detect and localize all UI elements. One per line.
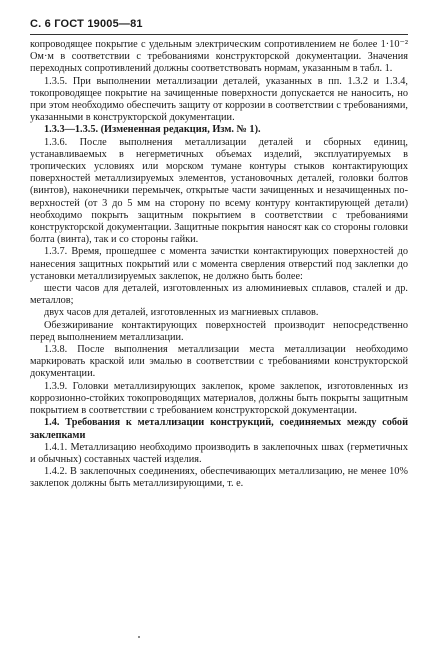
paragraph-continuation: копроводящее покрытие с удельным электрическим сопротивлением не более 1·10⁻² Ом·м в соответствии с требованиями конструкторской документации. Значения переходных сопротивлений должны соответствовать нормам, указанным в табл. 1. — [30, 39, 408, 75]
page-header: С. 6 ГОСТ 19005—81 — [30, 18, 143, 30]
amendment-note — [30, 124, 408, 136]
paragraph-degreasing: Обезжиривание контактирующих поверхностей производит непосредственно перед выполнением металлизации. — [30, 319, 408, 343]
section-heading-1-4 — [30, 417, 408, 441]
paragraph-1-3-9: 1.3.9. Головки металлизирующих заклепок, кроме заклепок, изготовленных из коррозионно-стойких токопроводящих материалов, должны быть покрыты защитным покрытием в соответствии с требованием конструкторской документации. — [30, 380, 408, 417]
paragraph-1-4-2: 1.4.2. В заклепочных соединениях, обеспечивающих металлизацию, не менее 10% заклепок должны быть металлизирующими, т. е. — [30, 466, 408, 490]
list-item-two-hours: двух часов для деталей, изготовленных из магниевых сплавов. — [44, 307, 319, 319]
document-page — [30, 18, 408, 491]
paragraph-1-3-8: 1.3.8. После выполнения металлизации места металлизации необходимо маркировать краской или эмалью в соответствии с требованиями конструкторской документации. — [30, 344, 408, 380]
paragraph-1-3-5: 1.3.5. При выполнении металлизации деталей, указанных в пп. 1.3.2 и 1.3.4, токопроводящее покрытие на зачищенные поверхности допускается не наносить, но при этом необходимо обеспечить защиту от коррозии в соответствии с требованиями, указанными в конструкторской документации. — [30, 75, 408, 124]
paragraph-1-3-6: 1.3.6. После выполнения металлизации деталей и сборных единиц, устанавливаемых в негерметичных объемах изделий, эксплуатируемых в тропических условиях или морском тумане контуры стыков контактирующих поверхностей металлизируемых элементов, установочных деталей, головки болтов (винтов), наконечники перемычек, открытые части зачищенных и незачищенных поверхностей (от 3 до 5 мм на сторону по всему контуру контактирующей детали) необходимо покрыть защитным покрытием в соответствии с требованиями конструкторской документации. Защитные покрытия наносят как со стороны головки болта (винта), так и со стороны гайки. — [30, 136, 408, 246]
list-item-six-hours: шести часов для деталей, изготовленных из алюминиевых сплавов, сталей и др. металлов; — [30, 283, 408, 307]
amendment-note-text: 1.3.3—1.3.5. (Измененная редакция, Изм. № 1). — [44, 124, 261, 136]
paragraph-1-3-7: 1.3.7. Время, прошедшее с момента зачистки контактирующих поверхностей до нанесения защитных покрытий или с момента сверления отверстий под заклепки до установки металлизируемых заклепок, не должно быть более: — [30, 246, 408, 282]
header-divider — [30, 34, 408, 35]
paragraph-1-4-1: 1.4.1. Металлизацию необходимо производить в заклепочных швах (герметичных и обычных) составных частей изделия. — [30, 441, 408, 465]
scan-speck — [138, 636, 140, 638]
section-heading-1-4-text: 1.4. Требования к металлизации конструкций, соединяемых между собой заклепками — [30, 417, 408, 441]
